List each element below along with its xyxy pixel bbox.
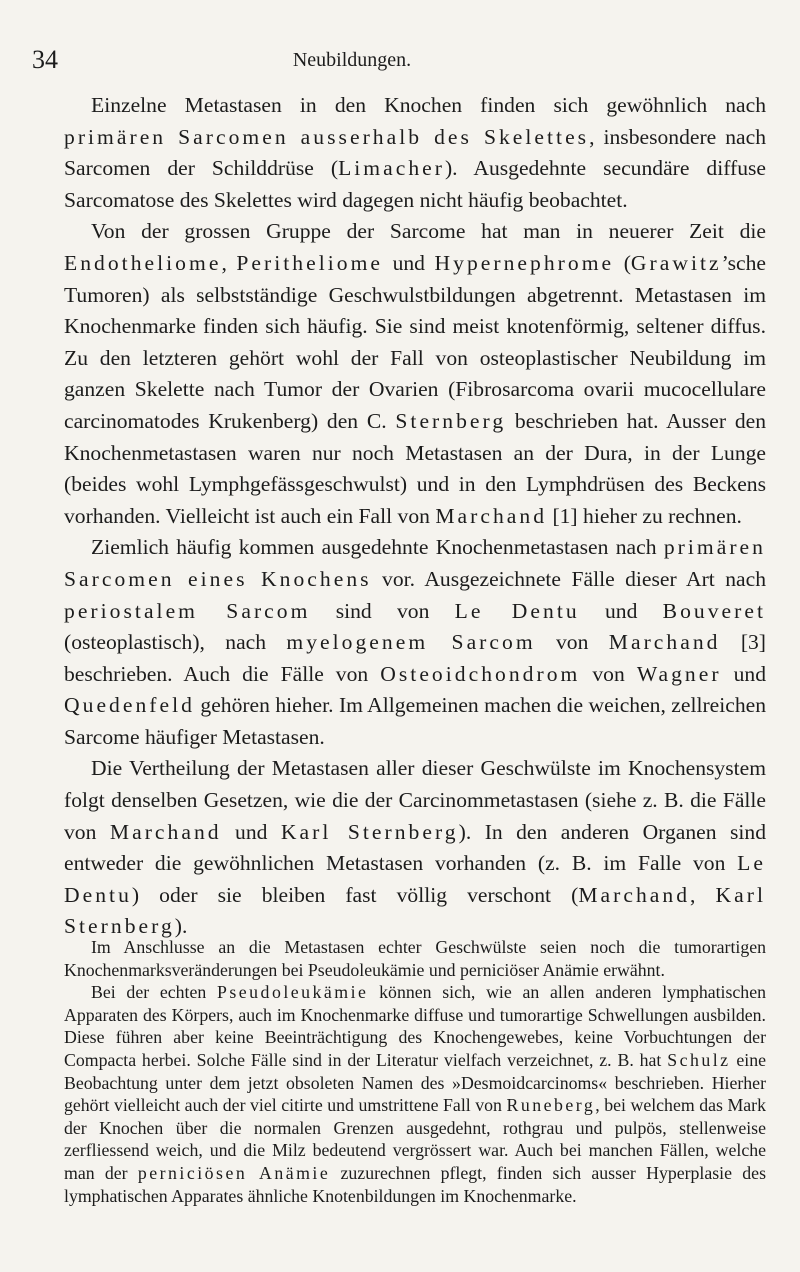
text-run: [1] hieher zu rechnen. xyxy=(547,503,742,528)
spaced-emphasis: Schulz xyxy=(667,1049,731,1070)
text-run: vor. Ausgezeichnete Fälle dieser Art nach xyxy=(371,566,766,591)
text-run: und xyxy=(221,819,281,844)
small-print-text xyxy=(64,936,766,1207)
spaced-emphasis: myelogenem Sarcom xyxy=(286,630,536,655)
text-run: ) oder sie bleiben fast völlig verschont ( xyxy=(131,882,579,907)
spaced-emphasis: Karl Sternberg xyxy=(280,819,459,844)
small-paragraph xyxy=(64,981,766,1207)
spaced-emphasis: Le Dentu xyxy=(454,598,580,623)
page-header xyxy=(32,44,672,76)
spaced-emphasis: periostalem Sarcom xyxy=(64,598,311,623)
text-run: Im Anschlusse an die Metastasen echter Geschwülste seien noch die tumorartigen Knochenmarksveränderungen bei Pseudoleukämie und perniciöser Anämie erwähnt. xyxy=(64,937,766,980)
text-run: zuzurechnen pflegt, finden sich ausser Hyperplasie des lymphatischen Apparates ähnliche Knotenbildungen im Knochenmarke. xyxy=(64,1162,766,1206)
body-paragraph xyxy=(64,216,766,532)
text-run: Bei der echten xyxy=(91,982,217,1003)
text-run: ). Ausgedehnte secundäre diffuse Sarcomatose des Skelettes wird dagegen nicht häufig beobachtet. xyxy=(64,156,766,212)
text-run: ( xyxy=(614,250,631,275)
text-run: von xyxy=(535,630,609,655)
text-run: , insbesondere nach Sarcomen der Schilddrüse ( xyxy=(64,124,766,181)
text-run: und xyxy=(721,661,766,686)
spaced-emphasis: Runeberg xyxy=(506,1095,596,1116)
spaced-emphasis: Hypernephrome xyxy=(434,250,615,275)
text-run: Die Vertheilung der Metastasen aller dieser Geschwülste im Knochensystem folgt denselben Gesetzen, wie die der Carcinommetastasen (siehe z. B. die Fälle von xyxy=(64,756,766,844)
text-run: , bei welchem das Mark der Knochen über die normalen Grenzen ausgedehnt, rothgrau und pulpös, stellenweise zerfliessend weich, und die Milz bedeutend vergrössert war. Auch bei manchen Fällen, welche man der xyxy=(64,1095,766,1183)
spaced-emphasis: Wagner xyxy=(636,661,722,686)
text-run: Einzelne Metastasen in den Knochen finden sich gewöhnlich nach xyxy=(91,93,766,117)
spaced-emphasis: Marchand xyxy=(109,819,222,844)
running-head: Neubildungen. xyxy=(292,49,412,71)
text-run: , xyxy=(221,250,237,275)
spaced-emphasis: primären Sarcomen ausserhalb des Skelettes xyxy=(64,124,590,149)
spaced-emphasis: Grawitz xyxy=(630,250,722,275)
spaced-emphasis: Marchand xyxy=(435,503,548,528)
text-run: können sich, wie an allen anderen lymphatischen Apparaten des Körpers, auch im Knochenmarke diffuse und tumorartige Schwellungen ausbilden. Diese führen aber keine Beeinträchtigung des Knochengewebes, keine Vorbuchtungen der Compacta herbei. Solche Fälle sind in der Literatur vielfach verzeichnet, z. B. hat xyxy=(64,982,766,1070)
spaced-emphasis: Peritheliome xyxy=(236,250,384,275)
spaced-emphasis: Sternberg xyxy=(395,408,507,433)
text-run: , xyxy=(690,882,716,907)
spaced-emphasis: Endotheliome xyxy=(64,250,222,275)
text-run: beschrieben hat. Ausser den Knochenmetastasen waren nur noch Metastasen an der Dura, in der Lunge (beides wohl Lymphgefässgeschwulst) und in den Lymphdrüsen des Beckens vorhanden. Vielleicht ist auch ein Fall von xyxy=(64,408,766,528)
spaced-emphasis: Le Dentu xyxy=(64,851,766,907)
text-run: ). In den anderen Organen sind entweder die gewöhnlichen Metastasen vorhanden (z. B. im Falle von xyxy=(64,819,766,876)
spaced-emphasis: Marchand xyxy=(608,630,721,655)
spaced-emphasis: Marchand xyxy=(578,882,691,907)
text-run: sind von xyxy=(310,598,455,623)
text-run: Ziemlich häufig kommen ausgedehnte Knochenmetastasen nach xyxy=(91,535,664,560)
spaced-emphasis: Bouveret xyxy=(662,598,767,623)
spaced-emphasis: Limacher xyxy=(338,156,445,181)
spaced-emphasis: Karl Sternberg xyxy=(64,882,766,939)
spaced-emphasis: Osteoidchondrom xyxy=(380,661,581,686)
text-run: von xyxy=(580,661,637,686)
body-paragraph xyxy=(64,753,766,943)
text-run: (osteoplastisch), nach xyxy=(64,630,287,655)
body-paragraph xyxy=(64,90,766,216)
main-text xyxy=(64,90,766,943)
text-run: [3] beschrieben. Auch die Fälle von xyxy=(64,630,766,686)
text-run: und xyxy=(579,598,663,623)
small-paragraph xyxy=(64,936,766,981)
text-run: eine Beobachtung unter dem jetzt obsoleten Namen des »Desmoidcarcinoms« beschrieben. Hierher gehört vielleicht auch der viel citirte und umstrittene Fall von xyxy=(64,1049,766,1116)
text-run: gehören hieher. Im Allgemeinen machen die weichen, zellreichen Sarcome häufiger Metastasen. xyxy=(64,693,766,749)
page-number: 34 xyxy=(32,45,58,74)
spaced-emphasis: Pseudoleukämie xyxy=(217,982,369,1003)
spaced-emphasis: primären Sarcomen eines Knochens xyxy=(64,535,766,591)
spaced-emphasis: Quedenfeld xyxy=(64,693,195,718)
text-run: und xyxy=(383,250,435,275)
spaced-emphasis: perniciösen Anämie xyxy=(137,1162,331,1183)
text-run: Von der grossen Gruppe der Sarcome hat man in neuerer Zeit die xyxy=(91,219,766,244)
body-paragraph xyxy=(64,532,766,753)
text-run: ). xyxy=(174,914,188,939)
text-run: ’sche Tumoren) als selbstständige Geschwulstbildungen abgetrennt. Metastasen im Knochenmarke finden sich häufig. Sie sind meist knotenförmig, seltener diffus. Zu den letzteren gehört wohl der Fall von osteoplastischer Neubildung im ganzen Skelette nach Tumor der Ovarien (Fibrosarcoma ovarii mucocellulare carcinomatodes Krukenberg) den C. xyxy=(64,250,766,433)
